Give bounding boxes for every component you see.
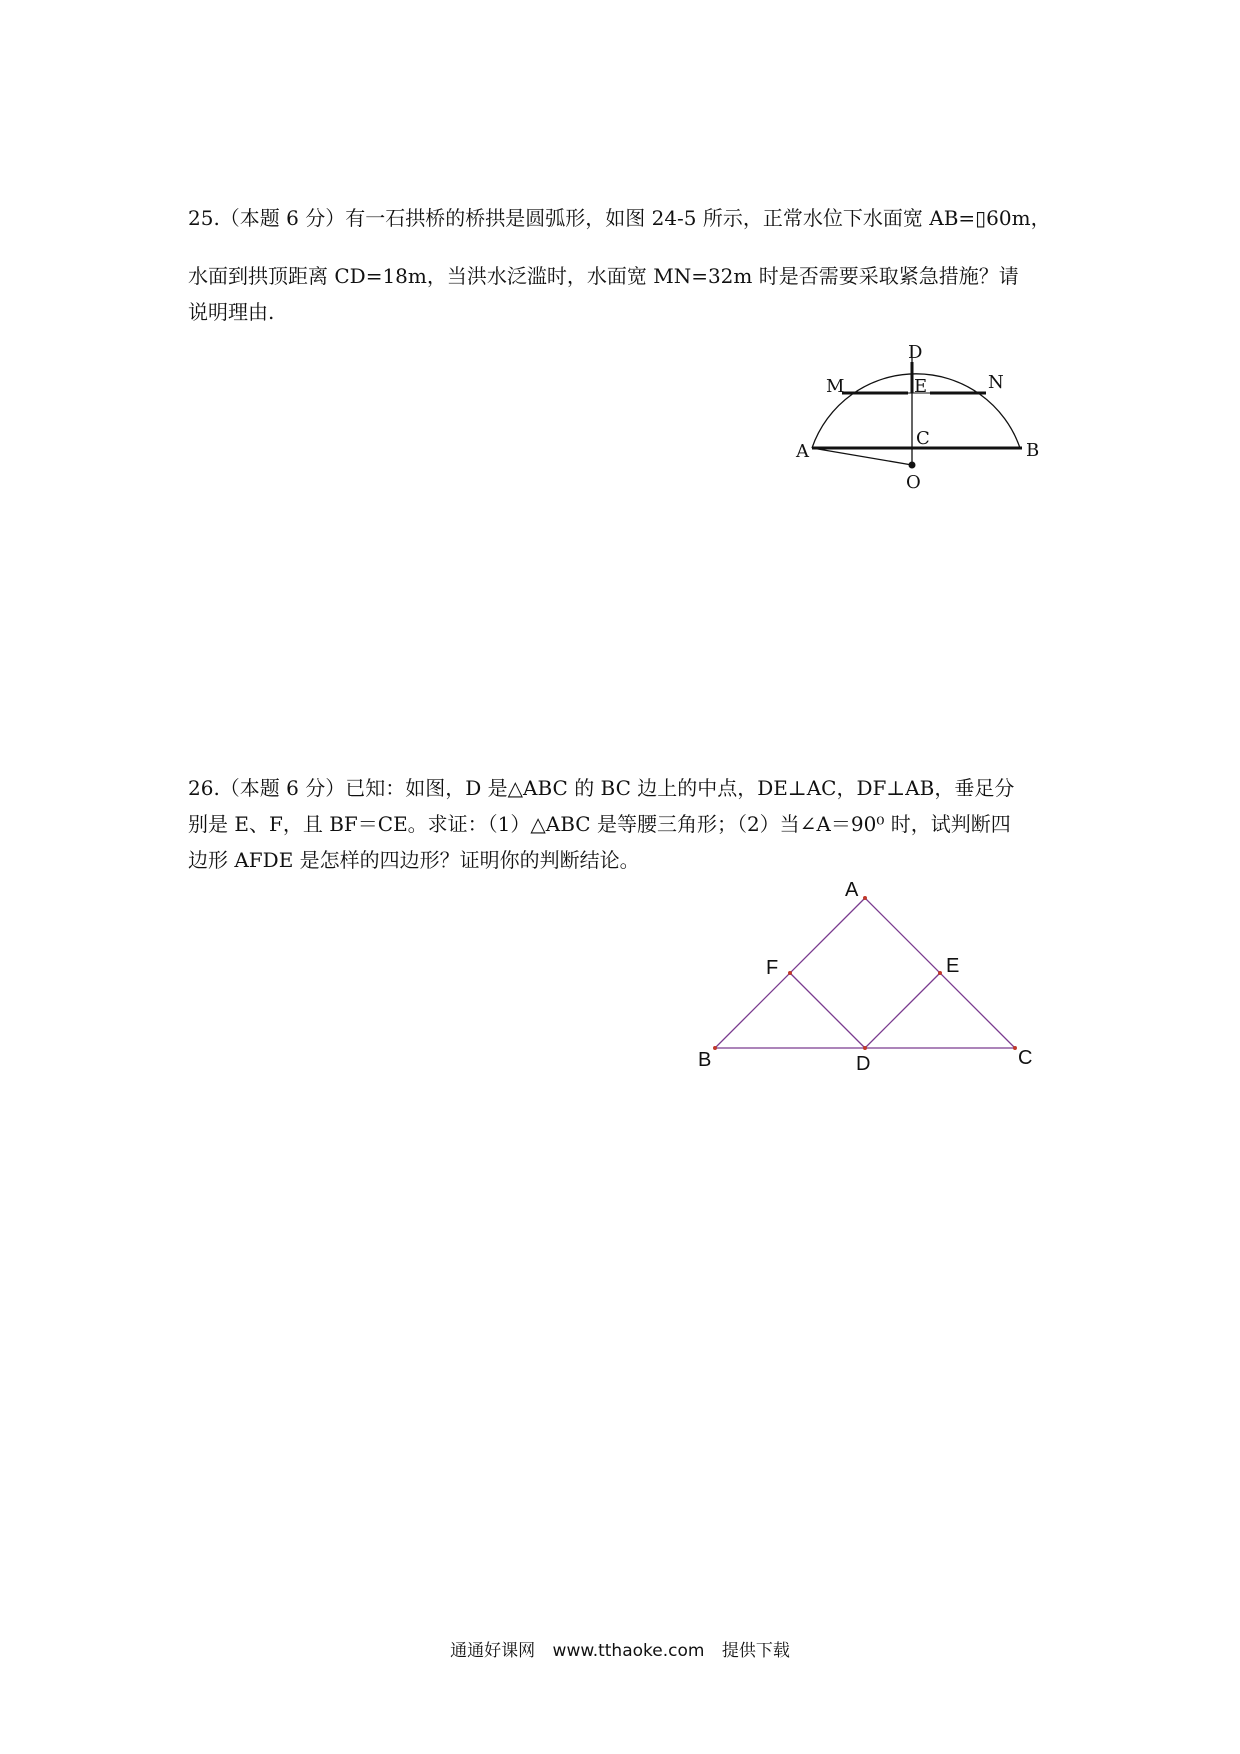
point-F <box>788 971 792 975</box>
label-N: N <box>988 372 1004 393</box>
label-F: F <box>766 957 779 979</box>
triangle-figure <box>690 870 1033 1075</box>
point-E <box>938 971 942 975</box>
footer-url[interactable]: www.tthaoke.com <box>552 1641 705 1661</box>
segment-AO <box>812 448 912 465</box>
question-26 <box>188 770 1060 878</box>
label-E: E <box>946 955 960 977</box>
q25-line-1: 25.（本题 6 分）有一石拱桥的桥拱是圆弧形，如图 24-5 所示，正常水位下水面宽 AB=▯60m， <box>188 206 1051 230</box>
segment-DE <box>865 973 940 1048</box>
label-D: D <box>856 1053 871 1075</box>
q25-line-3: 说明理由. <box>188 300 275 324</box>
label-A: A <box>796 441 809 462</box>
label-E: E <box>914 376 928 397</box>
q26-line-2: 别是 E、F，且 BF＝CE。求证：（1）△ABC 是等腰三角形；（2）当∠A＝90⁰ 时，试判断四 <box>188 812 1011 836</box>
label-C: C <box>916 428 930 449</box>
label-O: O <box>906 472 921 493</box>
point-B <box>713 1046 717 1050</box>
triangle-ABC <box>715 898 1015 1048</box>
label-B: B <box>1026 440 1040 461</box>
footer-suffix: 提供下载 <box>721 1641 790 1661</box>
question-25 <box>188 200 1060 330</box>
segment-DF <box>790 973 865 1048</box>
label-A: A <box>845 879 859 901</box>
label-M: M <box>826 376 845 397</box>
label-D: D <box>908 342 923 363</box>
footer-site-name: 通通好课网 <box>450 1641 536 1661</box>
page-footer <box>0 1636 1240 1661</box>
label-C: C <box>1018 1047 1033 1069</box>
point-O <box>909 462 916 469</box>
point-C <box>1013 1046 1017 1050</box>
q25-line-2: 水面到拱顶距离 CD=18m，当洪水泛滥时，水面宽 MN=32m 时是否需要采取紧急措施？请 <box>188 264 1019 288</box>
q26-line-1: 26.（本题 6 分）已知：如图，D 是△ABC 的 BC 边上的中点，DE⊥AC，DF⊥AB，垂足分 <box>188 776 1015 800</box>
point-D <box>863 1046 867 1050</box>
arch-bridge-figure <box>790 340 1050 493</box>
q26-line-3: 边形 AFDE 是怎样的四边形？证明你的判断结论。 <box>188 848 640 872</box>
point-A <box>863 896 867 900</box>
label-B: B <box>698 1049 712 1071</box>
